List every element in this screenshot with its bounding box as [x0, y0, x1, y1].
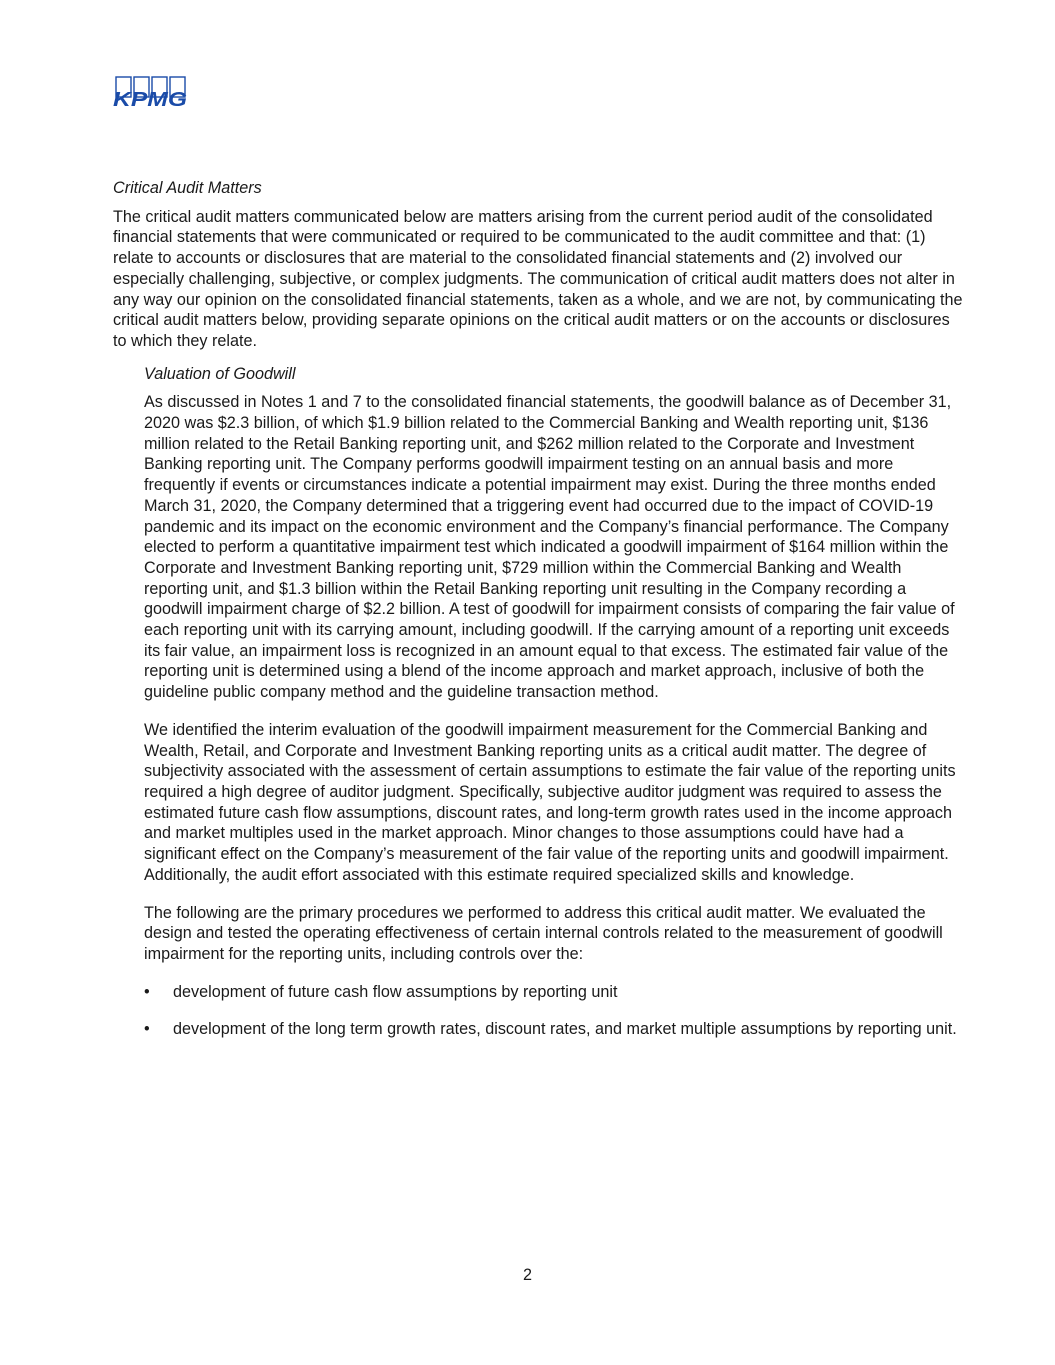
- goodwill-paragraph-2: We identified the interim evaluation of the goodwill impairment measurement for the Commercial Banking and Wealth, Retail, and Corporate and Investment Banking reporting units as a critical audit matter. The degree of subjectivity associated with the assessment of certain assumptions to estimate the fair value of the reporting units required a high degree of auditor judgment. Specifically, subjective auditor judgment was required to assess the estimated future cash flow assumptions, discount rates, and long-term growth rates used in the income approach and market multiples used in the market approach. Minor changes to those assumptions could have had a significant effect on the Company’s measurement of the fair value of the reporting units and goodwill impairment. Additionally, the audit effort associated with this estimate required specialized skills and knowledge.: [144, 720, 956, 884]
- goodwill-heading: Valuation of Goodwill: [144, 364, 296, 383]
- page-number: 2: [522, 1266, 532, 1284]
- goodwill-paragraph-3: The following are the primary procedures we performed to address this critical audit matter. We evaluated the design and tested the operating effectiveness of certain internal controls related to the measurement of goodwill impairment for the reporting units, including controls over the:: [144, 903, 943, 963]
- list-item: [113, 1019, 963, 1040]
- list-item-text: development of the long term growth rates, discount rates, and market multiple assumptions by reporting unit.: [173, 1020, 957, 1039]
- bullet-icon: •: [144, 982, 150, 1001]
- kpmg-logo-text: KPMG: [113, 89, 187, 110]
- goodwill-section: [144, 364, 963, 965]
- kpmg-logo-graphic: [113, 76, 193, 110]
- section-heading: Critical Audit Matters: [113, 179, 262, 197]
- report-body: [113, 178, 963, 1057]
- list-item: [113, 982, 963, 1003]
- kpmg-logo: [113, 76, 193, 110]
- procedures-list: [113, 982, 963, 1040]
- list-item-text: development of future cash flow assumptions by reporting unit: [173, 982, 618, 1001]
- goodwill-paragraph-1: As discussed in Notes 1 and 7 to the consolidated financial statements, the goodwill balance as of December 31, 2020 was $2.3 billion, of which $1.9 billion related to the Commercial Banking and Wealth reporting unit, $136 million related to the Retail Banking reporting unit, and $262 million related to the Corporate and Investment Banking reporting unit. The Company performs goodwill impairment testing on an annual basis and more frequently if events or circumstances indicate a potential impairment may exist. During the three months ended March 31, 2020, the Company determined that a triggering event had occurred due to the impact of COVID-19 pandemic and its impact on the economic environment and the Company’s financial performance. The Company elected to perform a quantitative impairment test which indicated a goodwill impairment of $164 million within the Corporate and Investment Banking reporting unit, $729 million within the Commercial Banking and Wealth reporting unit, and $1.3 billion within the Retail Banking reporting unit resulting in the Company recording a goodwill impairment charge of $2.2 billion. A test of goodwill for impairment consists of comparing the fair value of each reporting unit with its carrying amount, including goodwill. If the carrying amount of a reporting unit exceeds its fair value, an impairment loss is recognized in an amount equal to that excess. The estimated fair value of the reporting unit is determined using a blend of the income approach and market approach, inclusive of both the guideline public company method and the guideline transaction method.: [144, 393, 955, 702]
- intro-paragraph: The critical audit matters communicated below are matters arising from the current period audit of the consolidated financial statements that were communicated or required to be communicated to the audit committee and that: (1) relate to accounts or disclosures that are material to the consolidated financial statements and (2) involved our especially challenging, subjective, or complex judgments. The communication of critical audit matters does not alter in any way our opinion on the consolidated financial statements, taken as a whole, and we are not, by communicating the critical audit matters below, providing separate opinions on the critical audit matters or on the accounts or disclosures to which they relate.: [113, 207, 963, 350]
- bullet-icon: •: [144, 1020, 150, 1039]
